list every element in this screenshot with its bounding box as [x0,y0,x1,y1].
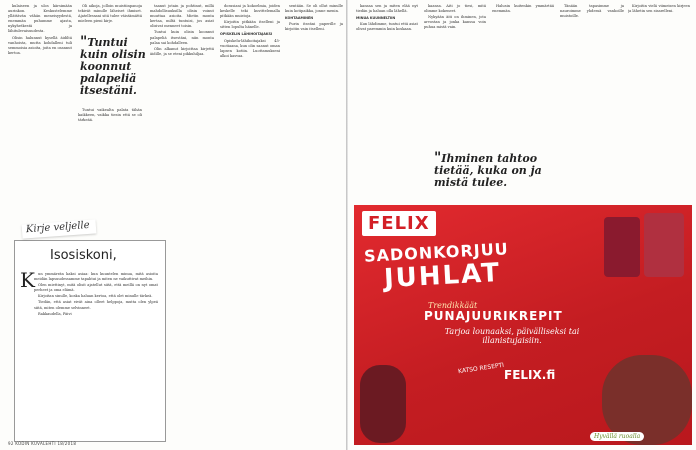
paragraph: Tuntui kuin olisin koonnut palapeliä itsestäni, niin monta palaa sai kohdalleen. [150,30,214,45]
right-column-2 [424,4,486,174]
paragraph: Opiskelu-lähihoitajaksi 45-vuotiaana, kun olin saanut oman lapsen kotiin. Luottamukseni alkoi kasvaa. [220,38,280,58]
beet-image [360,365,406,443]
paragraph: kaansa. Äiti jo tiesi, mitä olimme kokeneet. [424,4,486,14]
paragraph: dorasiani ja kokoelmia, joiden keskelle teki kuvittelemalla pitkään muistoja. [220,4,280,19]
paragraph: sentään. Se oli ollut minulle kuin kotipaikka, jonne menin. [285,4,343,14]
right-column-5 [628,4,690,202]
right-column-1 [356,4,418,202]
pullquote-text: Ihminen tahtoo tietää, kuka on ja mistä tulee. [434,152,542,189]
ad-tagline-1: Trendikkäät [428,301,478,310]
paragraph: Oli aikoja, jolloin muistiinpanoja tekivät minulle läheiset ihmiset. Ajatellessani sitä tulee väistämättä mieleen pieni kirje. [78,4,142,24]
left-column-1 [8,4,72,224]
quote-mark-icon: " [434,150,442,166]
paragraph: Tänään tapasimme ja nauroimme yhdessä vanhoille muistoille. [560,4,624,19]
paragraph: Olin alkanut kirjoittaa kirjettä äidille, ja se eteni pikkuhiljaa. [150,46,214,56]
paragraph: Nykyään äiti on ihminen, jota arvostan ja jonka kanssa voin puhua mistä vain. [424,15,486,30]
ad-website-link[interactable]: FELIX.fi [504,368,556,382]
felix-advertisement[interactable] [354,205,692,445]
right-column-4 [560,4,624,202]
paragraph: Tuntui vaikealta palata tähän kaikkeen, vaikka tiesin että se oli tärkeää. [78,108,142,123]
paragraph: Kirjoitan sinulle, koska haluan kertoa, että olet minulle tärkeä. [38,294,153,299]
paragraph: Halusin kuitenkin ymmärtää enemmän. [492,4,554,14]
pullquote-text: Tuntui kuin olisin koonnut palapeliä itsestäni. [80,36,146,97]
sidebar-text [34,272,158,432]
paragraph: Olen miettinyt, mitä olisit ajatellut siitä, että meillä on nyt omat perheet ja oma elämä. [34,283,158,293]
paragraph: Purin itseäni paperille ja kirjoitin vain itselleni. [285,22,343,32]
right-column-3 [492,4,554,148]
paragraph: Kun lähdimme, tuntui että asiat olivat paremmin kuin koskaan. [356,22,418,32]
ad-tagline-2: PUNAJUURIKREPIT [424,309,563,323]
jar-icon [604,217,640,277]
ad-tagline-3: Tarjoa lounaaksi, päivälliseksi tai illanistujaisiin. [444,327,580,345]
felix-logo: FELIX [362,211,436,236]
paragraph: Kirjoitin vielä viimeisen kirjeen ja lähetin sen sisarelleni. [628,4,690,14]
sidebar-tag: Kirje veljelle [22,219,97,238]
page-folio: 92 KODIN KUVALEHTI 18/2018 [8,441,77,446]
subheading: KOHTAAMINEN [285,16,314,21]
left-column-2 [78,4,142,32]
jar-icon [644,213,684,277]
left-column-4 [220,4,280,444]
right-pullquote [434,152,552,189]
subheading: OPISKELIN LÄHIHOITAJAKSI [220,32,273,37]
left-page [0,0,346,450]
paragraph: kulaiseen ja ulos kärsimään aurinkon. Keskustelemme yllättävän vähän meneisyydestä, enemmän puhumme ajasta, nykyhetkestä ja lähitulevaisuudesta. [8,4,72,34]
paragraph: kansaa sen ja miten elää nyt tiedän ja haluan olla lähellä. [356,4,418,14]
drop-cap: K [20,268,35,292]
paragraph: Olisin halunnut kysellä äidiltä vanhoista, mutta kohdalleni tuli semmoisia asioita, joita en osannut kertoa. [8,35,72,55]
left-pullquote [80,36,146,97]
paragraph: Kirjoitin pitkään itselleni ja sitten lopulta hänelle. [220,20,280,30]
paragraph: Tiedän, että asiat eivät aina olleet helppoja, mutta olen ylpeä siitä, miten olemme selvinneet. [34,300,158,310]
left-column-2b [78,108,142,228]
hyvalla-ruoalla-logo: Hyvällä ruoalla [590,432,644,441]
left-column-5 [285,4,343,444]
paragraph: un ymmärrän kaksi asiaa: kun kuuntelen minua, mitä asioita meidän lapsuudessamme tapahtui ja miten ne vaikuttivat meihin. [34,272,158,282]
quote-mark-icon: " [80,34,88,50]
ad-tagline-4: KATSO RESEPTI [457,361,505,376]
ad-headline-1: SADONKORJUU [363,239,510,266]
subheading: MINUA KUUNNELTIIN [356,16,396,21]
ad-headline-2: JUHLAT [383,257,502,295]
sidebar-title: Isosiskoni, [50,248,117,263]
signature: Rakkaudella, Päivi [38,311,72,316]
left-column-3 [150,4,214,234]
paragraph: taanut jotain ja pohtinut, millä mahdollisuuksilla olisin voinut muuttaa asioita. Mietin monta kertaa, miltä tuntuisi, jos asiat olisivat menneet toisin. [150,4,214,29]
